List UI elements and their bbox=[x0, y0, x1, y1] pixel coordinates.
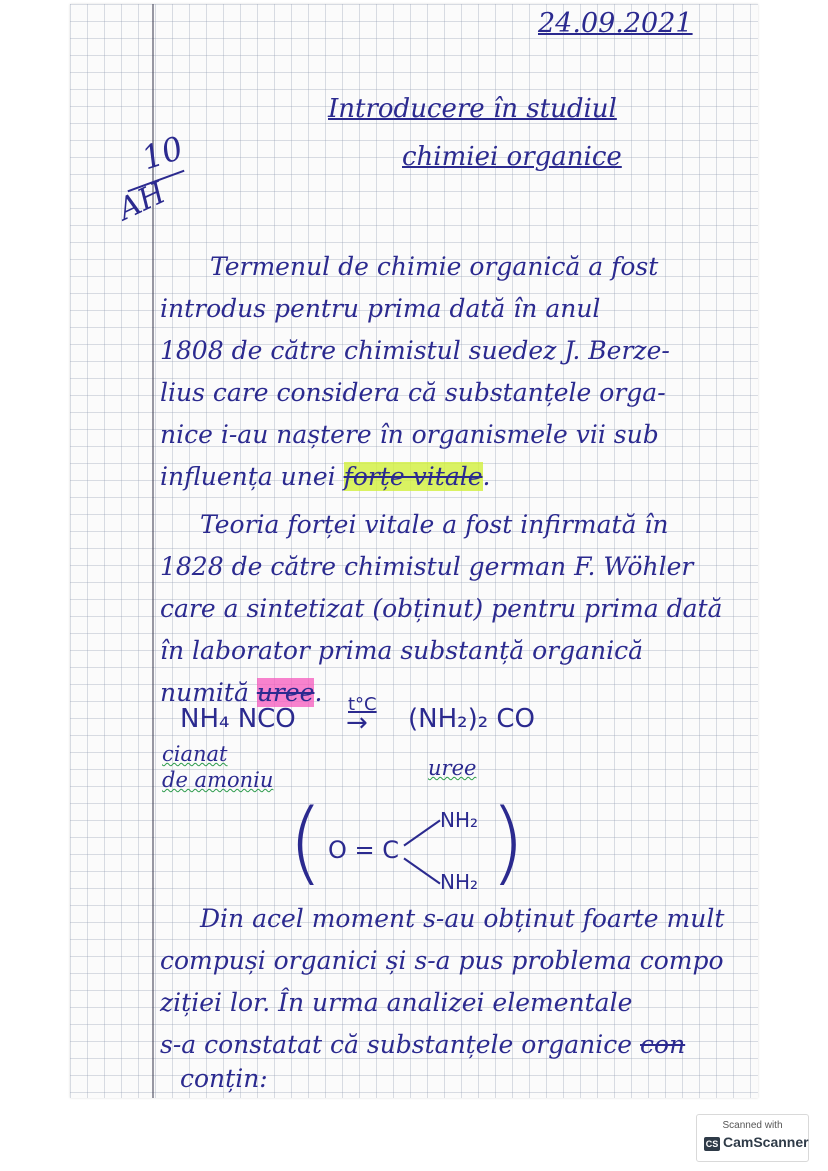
structure-left-paren: ( bbox=[288, 790, 324, 895]
paragraph2-line: Teoria forței vitale a fost infirmată în bbox=[200, 510, 669, 539]
watermark-label: Scanned with bbox=[722, 1120, 783, 1131]
paragraph2-line: 1828 de către chimistul german F. Wöhler bbox=[160, 552, 694, 581]
structure-nh2-bottom: NH₂ bbox=[440, 870, 479, 894]
paragraph1-line: introdus pentru prima dată în anul bbox=[160, 294, 601, 323]
paragraph1-tail: influența unei bbox=[160, 462, 336, 491]
paragraph3-text: s-a constatat că substanțele organice bbox=[160, 1030, 633, 1059]
structure-right-paren: ) bbox=[490, 790, 526, 895]
page-title: Introducere în studiul bbox=[328, 94, 617, 124]
paragraph2-line: în laborator prima substanță organică bbox=[160, 636, 643, 665]
camscanner-watermark bbox=[696, 1114, 809, 1162]
paragraph1-line: Termenul de chimie organică a fost bbox=[210, 252, 659, 281]
paragraph3-line: ziției lor. În urma analizei elementale bbox=[160, 988, 633, 1017]
reaction-condition: t°C bbox=[348, 694, 377, 715]
paragraph3-line: Din acel moment s-au obținut foarte mult bbox=[200, 904, 725, 933]
camscanner-logo-icon: CS bbox=[705, 1139, 719, 1149]
paragraph3-line: compuși organici și s-a pus problema compo bbox=[160, 946, 724, 975]
paragraph1-line: 1808 de către chimistul suedez J. Berze- bbox=[160, 336, 670, 365]
grade-mark: 10 bbox=[137, 128, 188, 178]
struck-word: con bbox=[640, 1030, 686, 1059]
paragraph3-line-4 bbox=[160, 1030, 685, 1060]
paragraph2-tail: numită bbox=[160, 678, 249, 707]
structure-nh2-top: NH₂ bbox=[440, 808, 479, 832]
product-name: uree bbox=[428, 756, 477, 780]
reactant-name-line2: de amoniu bbox=[162, 768, 274, 792]
reactant-name-line1: cianat bbox=[162, 742, 228, 766]
reaction-reactant: NH₄ NCO bbox=[180, 704, 296, 734]
structure-bond-top bbox=[403, 820, 440, 847]
paragraph1-line: nice i-au naștere în organismele vii sub bbox=[160, 420, 659, 449]
teacher-signature: AH bbox=[112, 175, 171, 228]
notebook-page bbox=[70, 4, 758, 1098]
reaction-product: (NH₂)₂ CO bbox=[408, 704, 536, 734]
structure-carbonyl: O = C bbox=[328, 836, 400, 864]
reaction-arrow: → bbox=[346, 708, 368, 738]
highlight-urea: uree bbox=[256, 678, 315, 707]
paragraph2-last-line: numită uree. bbox=[160, 678, 323, 707]
highlight-vital-force: forțe vitale bbox=[343, 462, 483, 491]
page-subtitle: chimiei organice bbox=[402, 142, 622, 172]
paragraph1-last-line: influența unei forțe vitale. bbox=[160, 462, 491, 491]
paragraph2-line: care a sintetizat (obținut) pentru prima dată bbox=[160, 594, 723, 623]
watermark-name: CamScanner bbox=[723, 1134, 809, 1150]
paragraph1-line: lius care considera că substanțele orga- bbox=[160, 378, 666, 407]
date: 24.09.2021 bbox=[538, 8, 693, 39]
structure-bond-bottom bbox=[403, 858, 440, 885]
paragraph3-last-line: conțin: bbox=[180, 1064, 268, 1093]
